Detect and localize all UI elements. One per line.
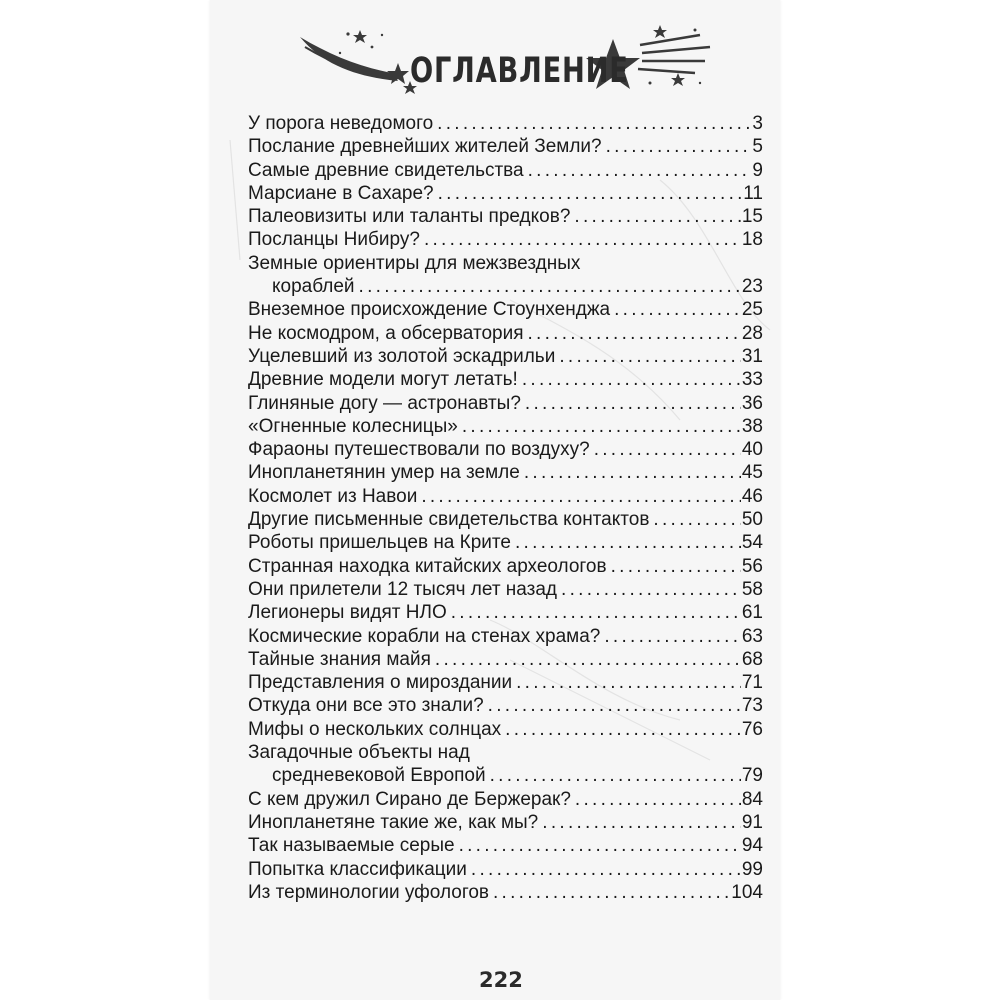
table-of-contents [248, 112, 763, 904]
toc-entry-page: 79 [741, 765, 763, 787]
toc-entry [248, 182, 763, 205]
small-star-icon [353, 30, 367, 43]
dot-leader [524, 461, 741, 484]
toc-entry-title: Тайные знания майя [248, 648, 431, 670]
toc-entry-page: 58 [741, 578, 763, 600]
dot-leader [424, 228, 741, 251]
dot-leader [490, 764, 741, 787]
toc-entry-title: Легионеры видят НЛО [248, 602, 447, 624]
dot-leader [527, 322, 740, 345]
toc-entry-line [248, 741, 763, 764]
toc-entry-page: 50 [741, 509, 763, 531]
dot-leader [515, 531, 741, 554]
toc-entry-title: Не космодром, а обсерватория [248, 322, 524, 344]
dot-leader [525, 392, 741, 415]
toc-entry [248, 694, 763, 717]
dot-leader [614, 298, 741, 321]
toc-entry-title: Они прилетели 12 тысяч лет назад [248, 578, 558, 600]
dot-leader [604, 625, 741, 648]
toc-entry [248, 322, 763, 345]
dot-leader [522, 368, 741, 391]
dot-leader [421, 485, 741, 508]
toc-entry-page: 45 [741, 462, 763, 484]
toc-entry-page: 56 [741, 555, 763, 577]
toc-entry [248, 671, 763, 694]
toc-entry-page: 15 [741, 206, 763, 228]
toc-entry-title: Космолет из Навои [248, 485, 418, 507]
toc-entry [248, 788, 763, 811]
toc-entry-title: С кем дружил Сирано де Бержерак? [248, 788, 571, 810]
toc-entry-page: 23 [741, 276, 763, 298]
toc-entry-title: Из терминологии уфологов [248, 881, 489, 903]
toc-entry-page: 73 [741, 695, 763, 717]
toc-entry-title: кораблей [272, 276, 355, 298]
toc-entry-title: Так называемые серые [248, 835, 455, 857]
toc-entry-page: 5 [752, 136, 763, 158]
dot-leader [575, 788, 741, 811]
toc-entry [248, 485, 763, 508]
dot-leader [606, 135, 752, 158]
toc-entry-title: Марсиане в Сахаре? [248, 182, 434, 204]
toc-entry-page: 104 [731, 881, 763, 903]
toc-entry-page: 40 [741, 439, 763, 461]
dot-leader [488, 694, 741, 717]
toc-entry [248, 578, 763, 601]
toc-entry-title: Попытка классификации [248, 858, 467, 880]
dot-leader [438, 182, 743, 205]
page-number: 222 [479, 968, 523, 992]
toc-entry-title: Внеземное происхождение Стоунхенджа [248, 299, 611, 321]
toc-entry-page: 99 [741, 858, 763, 880]
toc-entry-title: Загадочные объекты над [248, 742, 470, 764]
toc-entry-page: 94 [741, 835, 763, 857]
dot-leader [528, 159, 752, 182]
toc-entry-title: Посланцы Нибиру? [248, 229, 420, 251]
toc-entry-title: Представления о мироздании [248, 672, 513, 694]
toc-entry-page: 9 [752, 159, 763, 181]
toc-entry-page: 33 [741, 369, 763, 391]
toc-entry-page: 36 [741, 392, 763, 414]
toc-entry-title: «Огненные колесницы» [248, 415, 458, 437]
shooting-star-swoosh-icon [300, 37, 398, 81]
toc-entry-page: 25 [741, 299, 763, 321]
toc-entry [248, 508, 763, 531]
toc-entry-page: 76 [741, 718, 763, 740]
dot-leader [459, 834, 741, 857]
toc-entry-page: 84 [741, 788, 763, 810]
toc-entry [248, 159, 763, 182]
small-star-icon [653, 25, 667, 38]
dot-leader [653, 508, 740, 531]
toc-entry-page: 11 [743, 182, 763, 204]
toc-entry [248, 531, 763, 554]
toc-entry-page: 54 [741, 532, 763, 554]
dot-leader [574, 205, 740, 228]
toc-entry-page: 28 [741, 322, 763, 344]
toc-entry [248, 298, 763, 321]
toc-entry-page: 68 [741, 648, 763, 670]
dot-leader [594, 438, 741, 461]
toc-entry [248, 881, 763, 904]
toc-entry-page: 38 [741, 415, 763, 437]
toc-entry-title: Инопланетянин умер на земле [248, 462, 520, 484]
toc-entry-page: 46 [741, 485, 763, 507]
toc-entry-title: средневековой Европой [272, 765, 486, 787]
dot-leader [516, 671, 741, 694]
toc-entry-page: 71 [741, 672, 763, 694]
toc-entry [248, 555, 763, 578]
toc-entry [248, 368, 763, 391]
toc-entry [248, 135, 763, 158]
toc-entry [248, 834, 763, 857]
toc-entry [248, 228, 763, 251]
toc-entry [248, 205, 763, 228]
toc-entry [248, 764, 763, 787]
toc-entry-title: Древние модели могут летать! [248, 369, 518, 391]
dot-leader [561, 578, 741, 601]
toc-entry [248, 392, 763, 415]
toc-entry-title: Странная находка китайских археологов [248, 555, 607, 577]
toc-entry [248, 415, 763, 438]
toc-entry-title: Самые древние свидетельства [248, 159, 524, 181]
toc-entry-page: 91 [741, 811, 763, 833]
toc-entry-title: Глиняные догу — астронавты? [248, 392, 521, 414]
toc-entry [248, 112, 763, 135]
dot-leader [451, 601, 741, 624]
toc-entry [248, 718, 763, 741]
toc-entry-title: Космические корабли на стенах храма? [248, 625, 601, 647]
toc-entry [248, 601, 763, 624]
dot-leader [359, 275, 741, 298]
dot-leader [493, 881, 730, 904]
dot-leader [542, 811, 741, 834]
toc-entry-title: Уцелевший из золотой эскадрильи [248, 345, 556, 367]
toc-entry-page: 31 [741, 345, 763, 367]
toc-header [300, 25, 770, 115]
toc-title: ОГЛАВЛЕНИЕ [410, 51, 629, 91]
toc-entry-title: Послание древнейших жителей Земли? [248, 136, 602, 158]
toc-entry-line [248, 252, 763, 275]
toc-entry [248, 345, 763, 368]
toc-entry-page: 61 [741, 602, 763, 624]
toc-entry [248, 648, 763, 671]
toc-entry-title: Другие письменные свидетельства контактов [248, 509, 650, 531]
toc-entry-title: Земные ориентиры для межзвездных [248, 252, 581, 274]
toc-entry-title: У порога неведомого [248, 113, 434, 134]
toc-entry-page: 63 [741, 625, 763, 647]
toc-entry [248, 275, 763, 298]
toc-entry-title: Палеовизиты или таланты предков? [248, 206, 571, 228]
toc-entry-title: Мифы о нескольких солнцах [248, 718, 502, 740]
toc-entry-title: Фараоны путешествовали по воздуху? [248, 439, 590, 461]
toc-entry-title: Инопланетяне такие же, как мы? [248, 811, 539, 833]
toc-entry-title: Роботы пришельцев на Крите [248, 532, 511, 554]
toc-entry-page: 18 [741, 229, 763, 251]
toc-entry-page: 3 [752, 113, 763, 134]
dot-leader [611, 555, 741, 578]
dot-leader [559, 345, 741, 368]
toc-entry [248, 438, 763, 461]
toc-entry-title: Откуда они все это знали? [248, 695, 484, 717]
toc-entry [248, 811, 763, 834]
dot-leader [437, 112, 751, 135]
toc-entry [248, 625, 763, 648]
dot-leader [505, 718, 741, 741]
small-star-icon [387, 63, 409, 84]
dot-leader [435, 648, 741, 671]
toc-entry [248, 858, 763, 881]
small-star-icon [671, 73, 685, 86]
toc-entry [248, 461, 763, 484]
dot-leader [462, 415, 741, 438]
dot-leader [471, 858, 741, 881]
